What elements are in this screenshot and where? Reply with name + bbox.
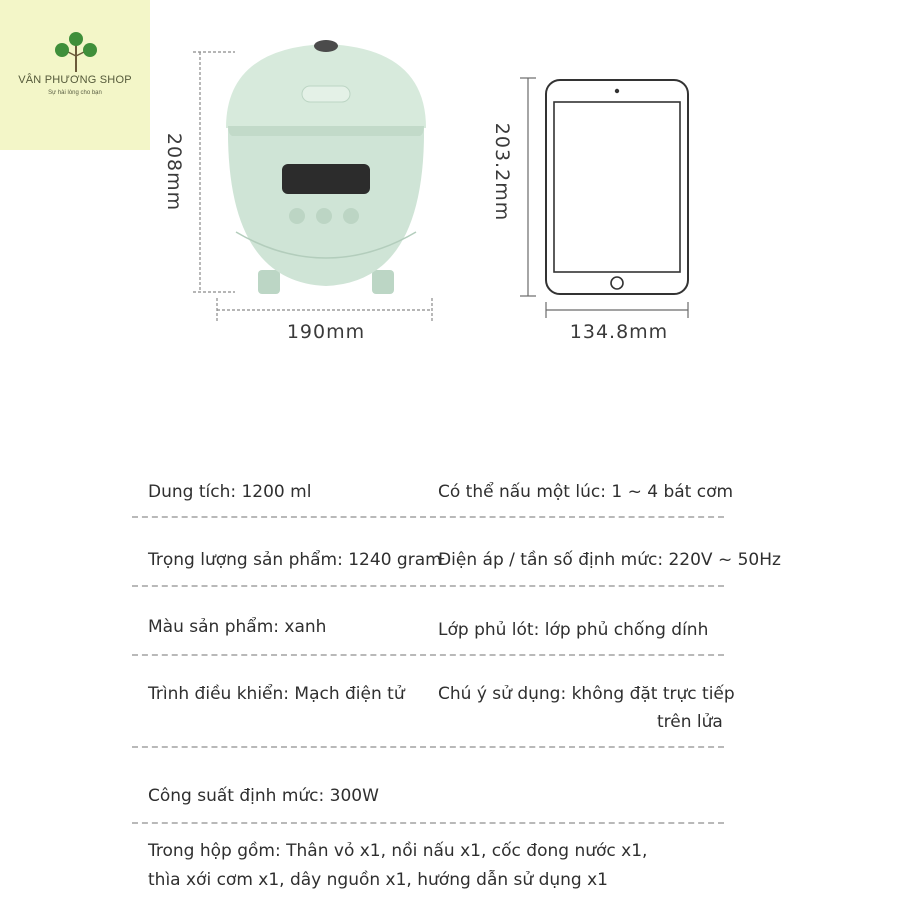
spec-weight: Trọng lượng sản phẩm: 1240 gram	[148, 550, 442, 570]
row-divider	[132, 585, 724, 587]
tablet-width-label: 134.8mm	[569, 321, 669, 343]
row-divider	[132, 822, 724, 824]
cooker-width-label: 190mm	[286, 321, 366, 343]
spec-usage-note-line2: trên lửa	[657, 712, 723, 732]
logo-slogan: Sự hài lòng cho bạn	[48, 90, 102, 96]
spec-power: Công suất định mức: 300W	[148, 786, 379, 806]
spec-usage-note: Chú ý sử dụng: không đặt trực tiếp	[438, 684, 735, 704]
spec-capacity: Dung tích: 1200 ml	[148, 482, 312, 502]
tablet-width-line	[546, 302, 688, 318]
spec-coating: Lớp phủ lót: lớp phủ chống dính	[438, 620, 709, 640]
spec-box-contents-line2: thìa xới cơm x1, dây nguồn x1, hướng dẫn sử dụng x1	[148, 870, 608, 890]
spec-color: Màu sản phẩm: xanh	[148, 617, 327, 637]
cooker-width-line	[217, 298, 432, 322]
spec-box-contents-line1: Trong hộp gồm: Thân vỏ x1, nồi nấu x1, cốc đong nước x1,	[148, 841, 648, 861]
row-divider	[132, 654, 724, 656]
tablet-height-line	[520, 78, 536, 296]
row-divider	[132, 516, 724, 518]
spec-voltage: Điện áp / tần số định mức: 220V ~ 50Hz	[438, 550, 781, 570]
row-divider	[132, 746, 724, 748]
spec-controller: Trình điều khiển: Mạch điện tử	[148, 684, 405, 704]
logo-name: VÂN PHƯƠNG SHOP	[18, 74, 132, 86]
spec-rice-bowls: Có thể nấu một lúc: 1 ~ 4 bát cơm	[438, 482, 734, 502]
rice-cooker-image	[226, 40, 426, 294]
cooker-height-line	[193, 52, 235, 292]
cooker-height-label: 208mm	[163, 132, 185, 212]
tablet-height-label: 203.2mm	[491, 122, 513, 222]
dimension-diagram	[0, 0, 900, 360]
tablet-image	[546, 80, 688, 294]
